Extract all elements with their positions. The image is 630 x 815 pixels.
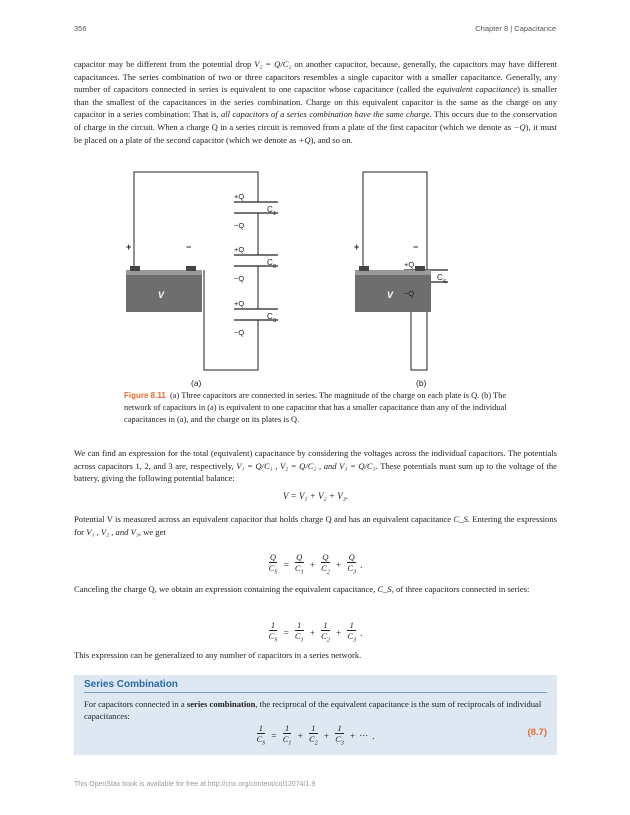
minus-sign-a: −: [186, 242, 192, 252]
c3-label: C: [267, 312, 273, 321]
page-number: 356: [74, 24, 87, 33]
equation-q-over-c: $\frac{Q}{C_S}$ = $\frac{Q}{C_1}$ + $\frac{Q}{C_2}$ + $\frac{Q}{C_3}$ .: [268, 552, 363, 576]
minus-sign-b: −: [413, 242, 419, 252]
box-title: Series Combination: [84, 679, 178, 690]
c3-plus-q: +Q: [234, 299, 245, 308]
equation-reciprocal: $\frac{1}{C_S}$ = $\frac{1}{C_1}$ + $\frac{1}{C_2}$ + $\frac{1}{C_3}$ .: [268, 620, 363, 644]
c2-plus-q: +Q: [234, 245, 245, 254]
box-divider: [84, 692, 547, 693]
c2-minus-q: −Q: [234, 274, 245, 283]
c2-subscript: 2: [273, 264, 277, 270]
plus-sign-a: +: [126, 242, 132, 252]
paragraph-equivalent: Potential V is measured across an equivalent capacitor that holds charge Q and has an equivalent capacitance C_S. Entering the expressions for V₁ , V₂ , and V₃, we get: [74, 514, 557, 537]
paragraph-canceling: Canceling the charge Q, we obtain an expression containing the equivalent capacitance, C_S, of three capacitors connected in series:: [74, 584, 530, 594]
figure-caption: Figure 8.11 (a) Three capacitors are connected in series. The magnitude of the charge on each plate is Q. (b) The network of capacitors in (a) is equivalent to one capacitor that has a smaller capacitance than any of the individual capacitances in (a), and the charge on its plates is Q.: [124, 391, 507, 424]
battery-a: [126, 266, 202, 312]
paragraph-potentials: We can find an expression for the total (equivalent) capacitance by considering the voltages across the individual capacitors. The potentials across capacitors 1, 2, and 3 are, respectively, V₁ = Q/C₁ , V₂ = Q/C₂ , and V₃ = Q/C₃. These potentials must sum up to the voltage of the battery, giving the following potential balance:: [74, 448, 557, 484]
figure-label-b: (b): [416, 378, 427, 388]
box-text: For capacitors connected in a series combination, the reciprocal of the equivalent capacitance is the sum of reciprocals of individual capacitances:: [84, 699, 542, 721]
c3-subscript: 3: [273, 318, 277, 324]
series-capacitor-figure: [110, 166, 510, 392]
battery-voltage-a: V: [158, 290, 165, 300]
cs-subscript: S: [443, 279, 447, 285]
equation-number: (8.7): [527, 727, 547, 738]
battery-b: [355, 266, 431, 312]
equation-8-7: $\frac{1}{C_S}$ = $\frac{1}{C_1}$ + $\frac{1}{C_2}$ + $\frac{1}{C_3}$ + ⋯ .: [256, 723, 375, 747]
c1-plus-q: +Q: [234, 192, 245, 201]
paragraph-generalize: This expression can be generalized to any number of capacitors in a series network.: [74, 650, 362, 660]
c1-label: C: [267, 205, 273, 214]
battery-voltage-b: V: [387, 290, 394, 300]
series-combination-box: [74, 675, 557, 755]
equation-potential-balance: V = V₁ + V₂ + V₃.: [282, 491, 349, 501]
c3-minus-q: −Q: [234, 328, 245, 337]
figure-number: Figure 8.11: [124, 391, 166, 400]
intro-paragraph: capacitor may be different from the potential drop V₂ = Q/C₂ on another capacitor, because, generally, the capacitors may have different capacitances. The series combination of two or three capacitors resembles a single capacitor with a smaller capacitance. Generally, any number of capacitors connected in series is equivalent to one capacitor whose capacitance (called the equivalent capacitance) is smaller than the smallest of the capacitances in the series combination. Charge on this equivalent capacitor is the same as the charge on any capacitor in a series combination: That is, all capacitors of a series combination have the same charge. This occurs due to the conservation of charge in the circuit. When a charge Q in a series circuit is removed from a plate of the first capacitor (which we denote as −Q), it must be placed on a plate of the second capacitor (which we denote as +Q), and so on.: [74, 59, 557, 145]
cs-minus-q: −Q: [404, 289, 415, 298]
cs-label: C: [437, 273, 443, 282]
c2-label: C: [267, 258, 273, 267]
c1-subscript: 1: [273, 211, 277, 217]
wire-b-top: [363, 172, 427, 270]
figure-label-a: (a): [191, 378, 202, 388]
cs-plus-q: +Q: [404, 260, 415, 269]
chapter-title: Chapter 8 | Capacitance: [475, 24, 556, 33]
footer-text: This OpenStax book is available for free at http://cnx.org/content/col12074/1.9: [74, 781, 316, 788]
c1-minus-q: −Q: [234, 221, 245, 230]
plus-sign-b: +: [354, 242, 360, 252]
